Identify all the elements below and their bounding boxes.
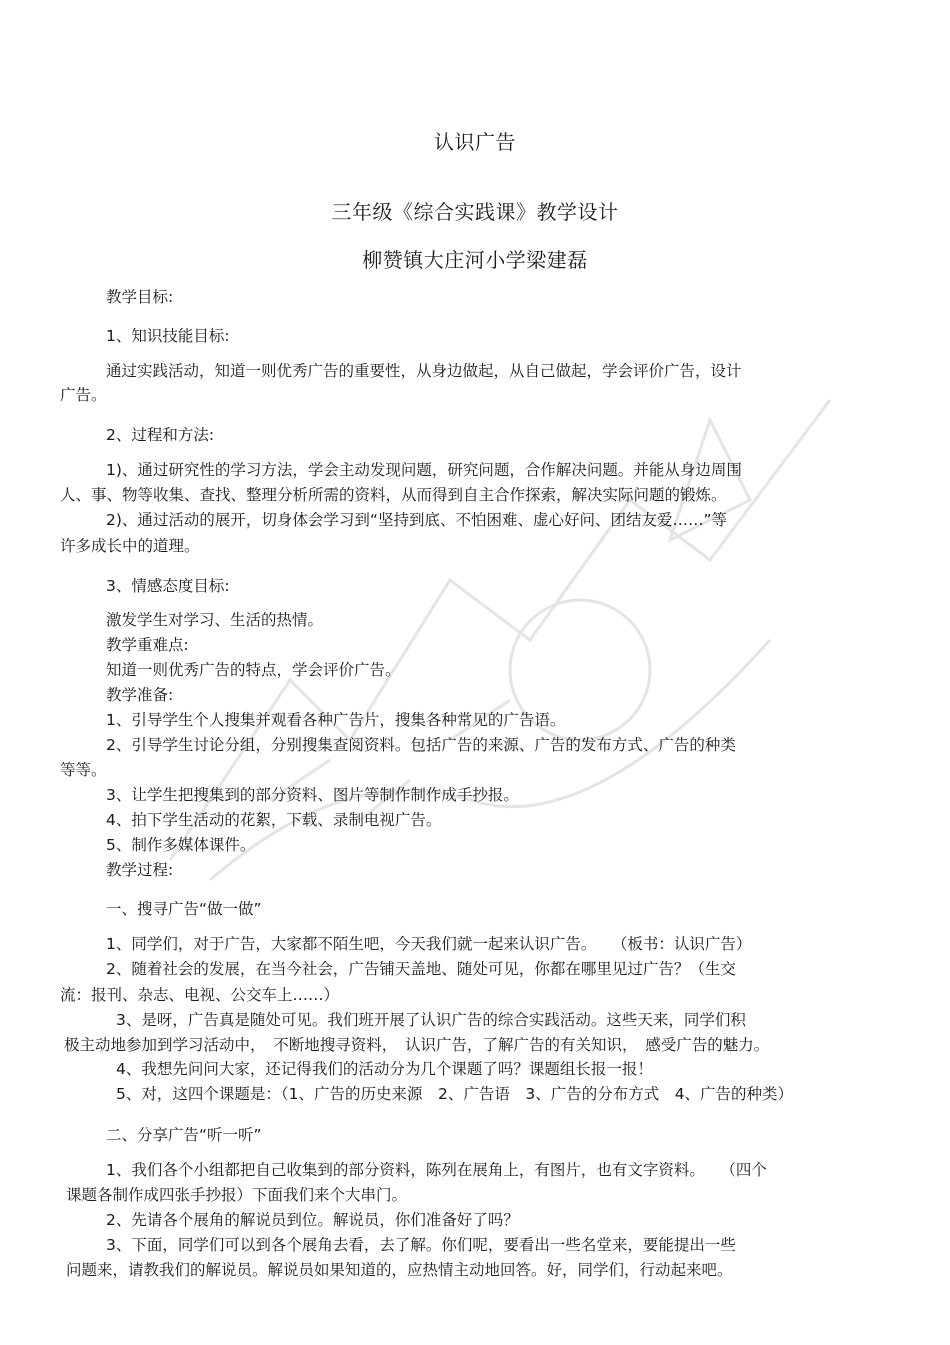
text-line: 3、下面，同学们可以到各个展角去看，去了解。你们呢，要看出一些名堂来，要能提出一些 bbox=[106, 1236, 736, 1254]
text-line: 2、先请各个展角的解说员到位。解说员，你们准备好了吗？ bbox=[106, 1211, 519, 1229]
text-line: 极主动地参加到学习活动中， 不断地搜寻资料， 认识广告，了解广告的有关知识， 感受广告的魅力。 bbox=[64, 1036, 770, 1054]
text-line: 5、制作多媒体课件。 bbox=[106, 836, 256, 854]
text-line: 2、过程和方法: bbox=[106, 426, 215, 444]
text-line: 广告。 bbox=[60, 386, 107, 404]
text-line: 人、事、物等收集、查找、整理分析所需的资料，从而得到自主合作探索，解决实际问题的锻炼。 bbox=[60, 486, 727, 504]
text-line: 1)、通过研究性的学习方法，学会主动发现问题，研究问题，合作解决问题。并能从身边周围 bbox=[106, 461, 742, 479]
text-line: 通过实践活动，知道一则优秀广告的重要性，从身边做起，从自己做起，学会评价广告，设计 bbox=[106, 362, 742, 380]
text-line: 2)、通过活动的展开，切身体会学习到“坚持到底、不怕困难、虚心好问、团结友爱……”等 bbox=[106, 511, 727, 529]
section-heading: 二、分享广告“听一听” bbox=[106, 1126, 262, 1144]
text-line: 教学准备: bbox=[106, 686, 174, 704]
text-line: 4、我想先问问大家，还记得我们的活动分为几个课题了吗？课题组长报一报！ bbox=[116, 1060, 653, 1078]
text-line: 教学过程: bbox=[106, 861, 174, 879]
text-line: 1、同学们，对于广告，大家都不陌生吧，今天我们就一起来认识广告。 （板书：认识广告） bbox=[106, 935, 752, 953]
document-title: 认识广告 bbox=[434, 130, 516, 154]
text-line: 3、是呀，广告真是随处可见。我们班开展了认识广告的综合实践活动。这些天来，同学们积 bbox=[116, 1011, 746, 1029]
text-line: 许多成长中的道理。 bbox=[60, 537, 200, 555]
text-line: 1、我们各个小组都把自己收集到的部分资料，陈列在展角上，有图片，也有文字资料。 （四个 bbox=[106, 1161, 767, 1179]
text-line: 激发学生对学习、生活的热情。 bbox=[106, 611, 324, 629]
document-subtitle: 三年级《综合实践课》教学设计 bbox=[331, 200, 619, 224]
text-line: 2、引导学生讨论分组，分别搜集查阅资料。包括广告的来源、广告的发布方式、广告的种类 bbox=[106, 736, 736, 754]
document-author: 柳赞镇大庄河小学梁建磊 bbox=[362, 248, 588, 272]
text-line: 5、对，这四个课题是：（1、广告的历史来源 2、广告语 3、广告的分布方式 4、广告的种类） bbox=[116, 1085, 794, 1103]
text-line: 流：报刊、杂志、电视、公交车上……） bbox=[60, 986, 340, 1004]
text-line: 4、拍下学生活动的花絮，下载、录制电视广告。 bbox=[106, 811, 442, 829]
text-line: 课题各制作成四张手抄报）下面我们来个大串门。 bbox=[66, 1186, 408, 1204]
text-line: 教学重难点: bbox=[106, 636, 189, 654]
text-line: 3、情感态度目标: bbox=[106, 577, 230, 595]
text-line: 3、让学生把搜集到的部分资料、图片等制作制作成手抄报。 bbox=[106, 786, 519, 804]
section-heading: 一、搜寻广告“做一做” bbox=[106, 900, 262, 918]
text-line: 教学目标: bbox=[106, 288, 174, 306]
text-line: 知道一则优秀广告的特点，学会评价广告。 bbox=[106, 661, 401, 679]
text-line: 问题来，请教我们的解说员。解说员如果知道的，应热情主动地回答。好，同学们，行动起来吧。 bbox=[66, 1261, 733, 1279]
text-line: 等等。 bbox=[60, 761, 107, 779]
text-line: 1、知识技能目标: bbox=[106, 327, 230, 345]
text-line: 2、随着社会的发展，在当今社会，广告铺天盖地、随处可见，你都在哪里见过广告？（生交 bbox=[106, 960, 736, 978]
text-line: 1、引导学生个人搜集并观看各种广告片，搜集各种常见的广告语。 bbox=[106, 711, 566, 729]
